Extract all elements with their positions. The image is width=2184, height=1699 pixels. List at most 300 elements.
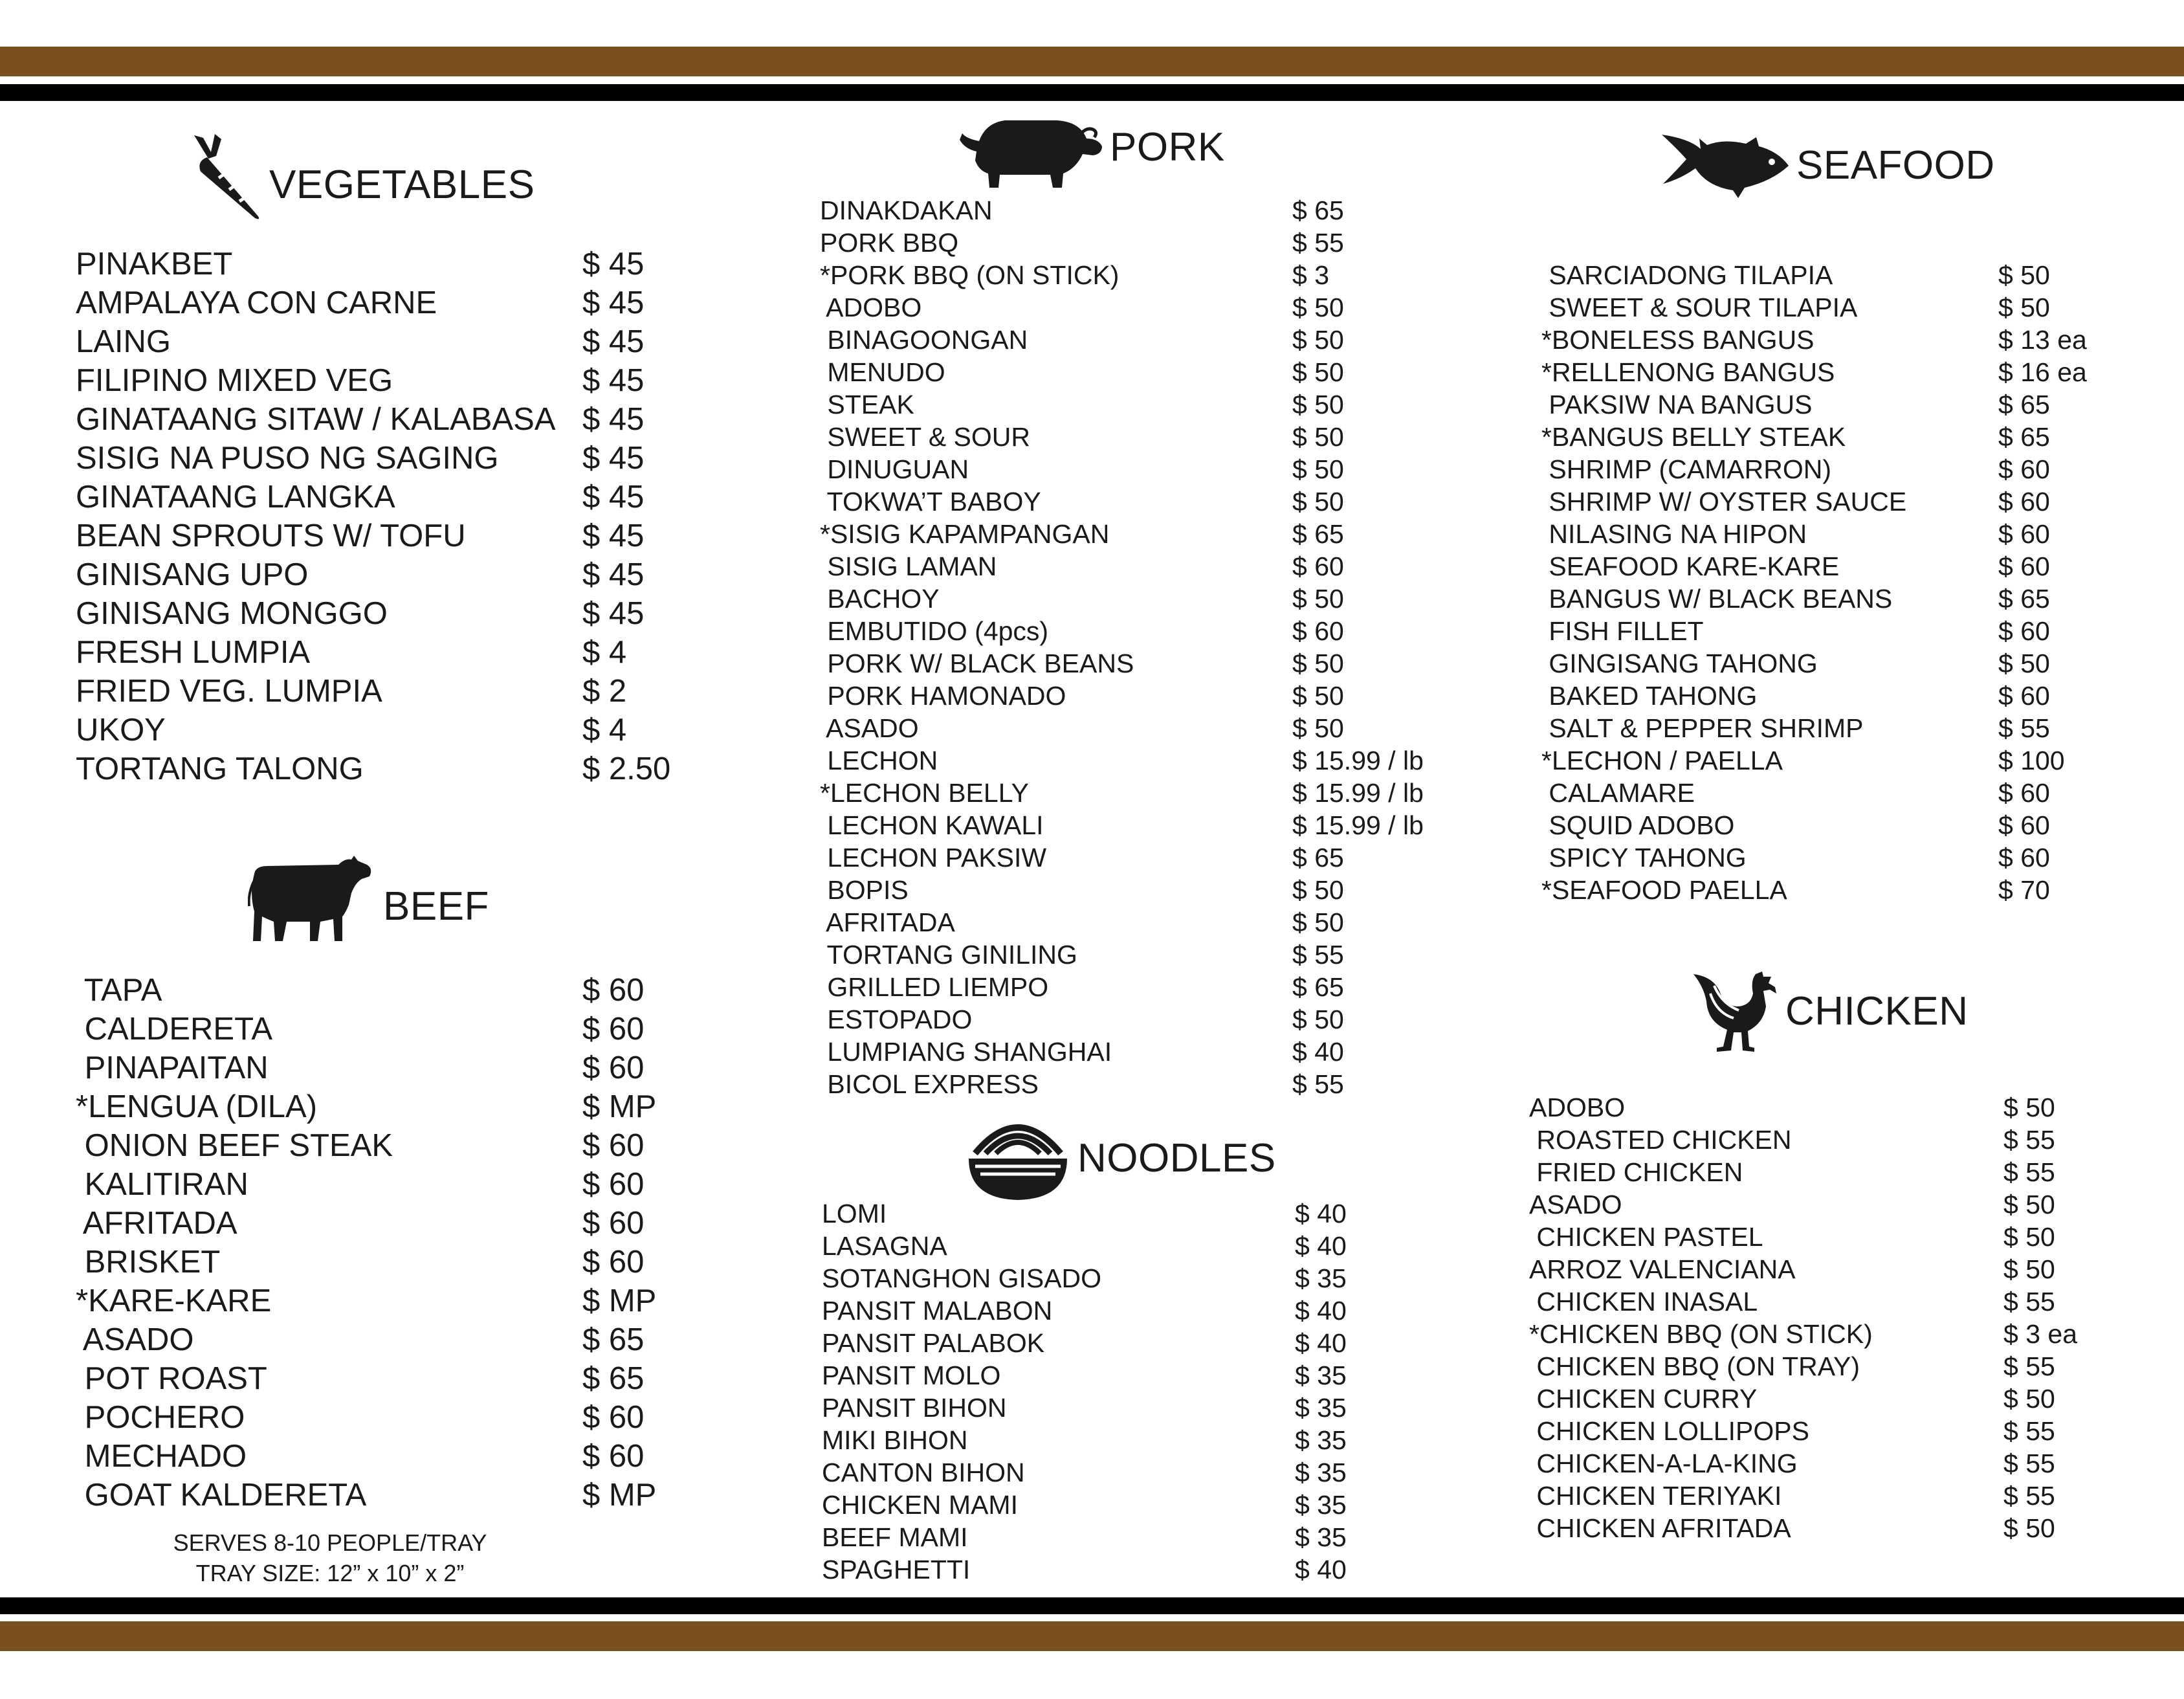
menu-item — [820, 291, 1486, 324]
menu-item-name: TAPA — [76, 973, 162, 1008]
section-title: VEGETABLES — [269, 162, 535, 207]
menu-item-price: $ 60 — [1998, 454, 2050, 484]
menu-item-name: BANGUS W/ BLACK BEANS — [1541, 584, 1893, 614]
menu-item-name: KALITIRAN — [76, 1167, 248, 1202]
menu-item-name: ONION BEEF STEAK — [76, 1128, 393, 1163]
menu-item-price: $ 70 — [1998, 875, 2050, 905]
rooster-icon — [1691, 968, 1781, 1055]
menu-item-name: SISIG NA PUSO NG SAGING — [76, 441, 499, 476]
menu-item-name: STEAK — [820, 390, 914, 419]
menu-item-price: $ 13 ea — [1998, 325, 2087, 355]
menu-item — [1529, 1188, 2184, 1221]
menu-item-name: SPICY TAHONG — [1541, 843, 1747, 872]
menu-item-name: FRIED VEG. LUMPIA — [76, 674, 382, 709]
menu-item-name: LAING — [76, 324, 171, 359]
menu-item-price: $ 50 — [1998, 649, 2050, 678]
menu-item — [76, 1204, 777, 1243]
menu-item-price: $ 55 — [2003, 1481, 2055, 1511]
menu-item-price: $ 50 — [1292, 454, 1344, 484]
menu-item-price: $ 35 — [1295, 1490, 1347, 1520]
menu-item — [820, 809, 1486, 841]
menu-item-name: BINAGOONGAN — [820, 325, 1028, 355]
menu-item-price: $ 60 — [1998, 681, 2050, 711]
menu-item — [820, 1036, 1486, 1068]
beef-header — [248, 854, 489, 945]
menu-item — [1529, 1350, 2184, 1383]
menu-item-price: $ 3 — [1292, 260, 1329, 290]
menu-item — [76, 555, 777, 594]
menu-item-price: $ MP — [582, 1478, 657, 1513]
menu-item — [76, 1165, 777, 1204]
menu-item — [822, 1424, 1489, 1456]
menu-item — [76, 1359, 777, 1398]
menu-item-name: CHICKEN TERIYAKI — [1529, 1481, 1782, 1511]
menu-item — [1541, 388, 2184, 421]
menu-item — [76, 478, 777, 516]
menu-item-name: PANSIT BIHON — [822, 1393, 1007, 1423]
menu-item-name: ROASTED CHICKEN — [1529, 1125, 1792, 1155]
menu-item-price: $ 45 — [582, 247, 645, 282]
menu-item-price: $ 50 — [1292, 487, 1344, 516]
menu-item-name: BAKED TAHONG — [1541, 681, 1758, 711]
menu-item — [76, 594, 777, 633]
menu-item-price: $ 45 — [582, 285, 645, 320]
menu-item-name: BICOL EXPRESS — [820, 1069, 1039, 1099]
menu-item — [822, 1521, 1489, 1553]
menu-item-name: CHICKEN-A-LA-KING — [1529, 1449, 1798, 1478]
menu-item-price: $ 60 — [1998, 810, 2050, 840]
menu-item — [820, 615, 1486, 647]
menu-item-price: $ 15.99 / lb — [1292, 778, 1424, 808]
menu-item-price: $ 50 — [2003, 1513, 2055, 1543]
menu-item — [820, 518, 1486, 550]
menu-item — [76, 361, 777, 400]
menu-item-price: $ 65 — [1998, 422, 2050, 452]
menu-item — [1541, 453, 2184, 485]
menu-item — [820, 583, 1486, 615]
menu-item-price: $ 60 — [1292, 551, 1344, 581]
menu-item-name: SPAGHETTI — [822, 1555, 971, 1584]
menu-item-price: $ 55 — [2003, 1157, 2055, 1187]
pig-icon — [960, 115, 1109, 190]
menu-item-price: $ 65 — [1292, 843, 1344, 872]
menu-item-price: $ 60 — [582, 1206, 645, 1241]
menu-item — [820, 744, 1486, 777]
menu-item — [1541, 615, 2184, 647]
menu-item-name: SALT & PEPPER SHRIMP — [1541, 713, 1864, 743]
menu-item-name: *SEAFOOD PAELLA — [1541, 875, 1787, 905]
menu-item-price: $ 35 — [1295, 1458, 1347, 1487]
menu-item — [820, 647, 1486, 680]
menu-item-price: $ 50 — [2003, 1190, 2055, 1219]
menu-item-price: $ 60 — [1998, 551, 2050, 581]
menu-item-price: $ 55 — [1292, 940, 1344, 970]
menu-item-name: LOMI — [822, 1199, 887, 1228]
menu-item-name: DINUGUAN — [820, 454, 969, 484]
menu-item — [820, 1003, 1486, 1036]
menu-item-name: CALAMARE — [1541, 778, 1695, 808]
menu-item-name: ARROZ VALENCIANA — [1529, 1254, 1796, 1284]
menu-item-price: $ 45 — [582, 324, 645, 359]
menu-item — [1529, 1415, 2184, 1447]
menu-item — [76, 1087, 777, 1126]
menu-item-name: CHICKEN CURRY — [1529, 1384, 1758, 1414]
chicken-list — [1529, 1091, 2184, 1544]
menu-item-name: EMBUTIDO (4pcs) — [820, 616, 1049, 646]
menu-item-name: AFRITADA — [820, 907, 955, 937]
menu-item-name: FISH FILLET — [1541, 616, 1704, 646]
menu-item-price: $ 65 — [1998, 390, 2050, 419]
menu-item-price: $ 55 — [1292, 228, 1344, 258]
menu-item — [820, 971, 1486, 1003]
menu-item — [1541, 356, 2184, 388]
menu-item-name: CHICKEN BBQ (ON TRAY) — [1529, 1351, 1860, 1381]
fish-icon — [1662, 129, 1791, 201]
menu-item-price: $ MP — [582, 1283, 657, 1318]
menu-item-name: AFRITADA — [76, 1206, 237, 1241]
menu-item-price: $ 60 — [1998, 616, 2050, 646]
menu-item — [820, 777, 1486, 809]
menu-item — [1541, 324, 2184, 356]
menu-item-name: SEAFOOD KARE-KARE — [1541, 551, 1840, 581]
menu-item-name: *PORK BBQ (ON STICK) — [820, 260, 1120, 290]
menu-item-name: SWEET & SOUR TILAPIA — [1541, 293, 1858, 322]
menu-item-name: CHICKEN LOLLIPOPS — [1529, 1416, 1809, 1446]
menu-item-name: *LECHON / PAELLA — [1541, 746, 1783, 775]
menu-item — [1529, 1253, 2184, 1285]
menu-item — [76, 750, 777, 788]
menu-item — [820, 841, 1486, 874]
menu-item-name: BEAN SPROUTS W/ TOFU — [76, 518, 466, 553]
menu-item — [1529, 1383, 2184, 1415]
menu-item-price: $ 45 — [582, 441, 645, 476]
pork-list — [820, 194, 1486, 1100]
menu-item-price: $ 16 ea — [1998, 357, 2087, 387]
menu-item — [1529, 1480, 2184, 1512]
menu-item — [820, 550, 1486, 583]
menu-item — [76, 711, 777, 750]
section-title: BEEF — [383, 883, 489, 929]
menu-item — [1541, 874, 2184, 906]
menu-item-name: *SISIG KAPAMPANGAN — [820, 519, 1110, 549]
menu-item-price: $ 4 — [582, 713, 627, 748]
menu-item-name: PANSIT MOLO — [822, 1360, 1001, 1390]
bottom-brown-bar — [0, 1621, 2184, 1651]
menu-item-name: *LECHON BELLY — [820, 778, 1029, 808]
menu-item-name: GINISANG UPO — [76, 557, 309, 592]
menu-item-price: $ 15.99 / lb — [1292, 810, 1424, 840]
menu-item — [76, 1126, 777, 1165]
menu-item-price: $ 50 — [1292, 357, 1344, 387]
menu-item-price: $ 45 — [582, 363, 645, 398]
menu-item-name: FRESH LUMPIA — [76, 635, 311, 670]
menu-item-name: POCHERO — [76, 1400, 245, 1435]
section-title: NOODLES — [1077, 1136, 1276, 1181]
menu-item-name: CHICKEN INASAL — [1529, 1287, 1758, 1316]
menu-item-name: PORK W/ BLACK BEANS — [820, 649, 1134, 678]
section-title: PORK — [1110, 125, 1225, 170]
menu-item-name: POT ROAST — [76, 1361, 267, 1396]
menu-item — [1541, 647, 2184, 680]
menu-item-price: $ 40 — [1295, 1199, 1347, 1228]
menu-item-price: $ 45 — [582, 518, 645, 553]
menu-item — [1541, 744, 2184, 777]
noodle-bowl-icon — [966, 1115, 1070, 1202]
menu-item-price: $ 55 — [2003, 1287, 2055, 1316]
menu-item-name: DINAKDAKAN — [820, 195, 993, 225]
menu-item — [76, 1437, 777, 1476]
menu-item-price: $ 50 — [1292, 422, 1344, 452]
serving-note — [155, 1527, 505, 1588]
menu-item — [76, 1398, 777, 1437]
menu-item-price: $ 35 — [1295, 1360, 1347, 1390]
menu-item — [76, 1320, 777, 1359]
menu-item-name: ADOBO — [820, 293, 922, 322]
menu-item-name: FILIPINO MIXED VEG — [76, 363, 393, 398]
menu-item-name: CHICKEN MAMI — [822, 1490, 1018, 1520]
menu-item-price: $ 65 — [1998, 584, 2050, 614]
menu-item-name: SHRIMP W/ OYSTER SAUCE — [1541, 487, 1907, 516]
carrot-icon — [181, 133, 265, 223]
menu-item — [820, 1068, 1486, 1100]
menu-item-price: $ 65 — [582, 1322, 645, 1357]
menu-item-price: $ 65 — [1292, 195, 1344, 225]
menu-item-price: $ 60 — [1998, 487, 2050, 516]
menu-item-name: SARCIADONG TILAPIA — [1541, 260, 1833, 290]
menu-item-name: LECHON PAKSIW — [820, 843, 1047, 872]
menu-item — [820, 259, 1486, 291]
menu-item — [1541, 841, 2184, 874]
menu-item-price: $ 2.50 — [582, 751, 671, 786]
menu-item-price: $ 50 — [2003, 1254, 2055, 1284]
menu-item — [76, 1476, 777, 1515]
menu-item-price: $ 50 — [1998, 293, 2050, 322]
menu-item-price: $ 60 — [582, 1400, 645, 1435]
menu-item — [820, 485, 1486, 518]
menu-item-name: BEEF MAMI — [822, 1522, 968, 1552]
menu-item — [820, 227, 1486, 259]
menu-item-name: MENUDO — [820, 357, 945, 387]
menu-item — [1529, 1221, 2184, 1253]
menu-item — [1541, 712, 2184, 744]
menu-item — [1529, 1285, 2184, 1318]
menu-item — [820, 712, 1486, 744]
menu-item-name: *LENGUA (DILA) — [76, 1089, 318, 1124]
menu-item — [822, 1230, 1489, 1262]
menu-item-price: $ 40 — [1295, 1296, 1347, 1326]
menu-item — [1529, 1124, 2184, 1156]
menu-item-price: $ 55 — [1998, 713, 2050, 743]
menu-item-name: LECHON — [820, 746, 938, 775]
menu-item — [820, 906, 1486, 938]
cow-icon — [248, 854, 374, 945]
menu-item — [76, 283, 777, 322]
menu-item-name: SQUID ADOBO — [1541, 810, 1735, 840]
menu-item-price: $ 60 — [582, 1439, 645, 1474]
menu-item — [76, 1243, 777, 1282]
menu-item — [1529, 1318, 2184, 1350]
menu-item-name: SWEET & SOUR — [820, 422, 1031, 452]
menu-item-name: TORTANG TALONG — [76, 751, 364, 786]
menu-item-price: $ 40 — [1295, 1555, 1347, 1584]
serving-size-text: SERVES 8-10 PEOPLE/TRAY — [173, 1529, 487, 1556]
menu-item-price: $ 35 — [1295, 1522, 1347, 1552]
menu-item — [76, 971, 777, 1010]
menu-item-name: PANSIT MALABON — [822, 1296, 1053, 1326]
noodles-list — [822, 1197, 1489, 1586]
menu-item — [820, 421, 1486, 453]
menu-item — [76, 1010, 777, 1049]
menu-item-name: NILASING NA HIPON — [1541, 519, 1807, 549]
menu-item-price: $ 50 — [1292, 875, 1344, 905]
menu-item — [822, 1359, 1489, 1392]
menu-item-price: $ 40 — [1292, 1037, 1344, 1067]
top-black-bar — [0, 84, 2184, 101]
menu-item — [820, 453, 1486, 485]
menu-item-price: $ 55 — [2003, 1449, 2055, 1478]
menu-item — [822, 1392, 1489, 1424]
menu-item-name: GRILLED LIEMPO — [820, 972, 1049, 1002]
menu-item-name: LASAGNA — [822, 1231, 947, 1261]
menu-item-price: $ 60 — [1998, 778, 2050, 808]
menu-item-price: $ 50 — [1292, 325, 1344, 355]
menu-item — [822, 1553, 1489, 1586]
menu-item — [822, 1489, 1489, 1521]
menu-item-name: GINATAANG SITAW / KALABASA — [76, 402, 556, 437]
menu-item-name: CALDERETA — [76, 1012, 273, 1047]
seafood-list — [1541, 259, 2184, 906]
menu-item — [820, 388, 1486, 421]
menu-item-price: $ 50 — [1292, 713, 1344, 743]
menu-item-name: BOPIS — [820, 875, 909, 905]
menu-item-name: CHICKEN PASTEL — [1529, 1222, 1763, 1252]
menu-item — [1541, 777, 2184, 809]
menu-item-name: SISIG LAMAN — [820, 551, 997, 581]
menu-item — [76, 1049, 777, 1087]
menu-item — [820, 356, 1486, 388]
top-brown-bar — [0, 47, 2184, 76]
section-title: SEAFOOD — [1796, 142, 1995, 188]
menu-item-name: PORK BBQ — [820, 228, 959, 258]
menu-item — [76, 400, 777, 439]
menu-item — [76, 245, 777, 283]
menu-item — [822, 1294, 1489, 1327]
noodles-header — [966, 1115, 1276, 1202]
menu-item-price: $ 35 — [1295, 1393, 1347, 1423]
menu-item — [820, 680, 1486, 712]
menu-item-price: $ 65 — [582, 1361, 645, 1396]
menu-item-price: $ 50 — [1292, 649, 1344, 678]
menu-item-price: $ 65 — [1292, 519, 1344, 549]
menu-item-name: UKOY — [76, 713, 166, 748]
menu-item — [1529, 1512, 2184, 1544]
menu-item-name: CANTON BIHON — [822, 1458, 1025, 1487]
menu-item-name: *BANGUS BELLY STEAK — [1541, 422, 1846, 452]
menu-item — [76, 322, 777, 361]
menu-item-name: LUMPIANG SHANGHAI — [820, 1037, 1112, 1067]
menu-item-price: $ 40 — [1295, 1231, 1347, 1261]
menu-item — [76, 1282, 777, 1320]
menu-item-name: SHRIMP (CAMARRON) — [1541, 454, 1831, 484]
menu-item-price: $ 55 — [2003, 1351, 2055, 1381]
menu-item — [822, 1327, 1489, 1359]
menu-item-price: $ 50 — [2003, 1093, 2055, 1122]
menu-item-price: $ MP — [582, 1089, 657, 1124]
menu-item-price: $ 60 — [1998, 519, 2050, 549]
menu-item-price: $ 65 — [1292, 972, 1344, 1002]
menu-item-name: GINATAANG LANGKA — [76, 480, 395, 515]
menu-item-price: $ 100 — [1998, 746, 2065, 775]
menu-item-price: $ 60 — [582, 1012, 645, 1047]
menu-item-price: $ 60 — [582, 1245, 645, 1280]
pork-header — [960, 115, 1225, 190]
menu-item-name: TORTANG GINILING — [820, 940, 1077, 970]
menu-item-price: $ 50 — [1292, 907, 1344, 937]
chicken-header — [1691, 968, 1969, 1055]
menu-item — [1541, 550, 2184, 583]
menu-item — [820, 874, 1486, 906]
menu-item — [1541, 485, 2184, 518]
menu-item-name: BRISKET — [76, 1245, 221, 1280]
menu-item-name: PORK HAMONADO — [820, 681, 1066, 711]
menu-item-price: $ 2 — [582, 674, 627, 709]
menu-item-price: $ 35 — [1295, 1263, 1347, 1293]
menu-item — [822, 1456, 1489, 1489]
menu-item-price: $ 50 — [1998, 260, 2050, 290]
menu-item-price: $ 50 — [1292, 293, 1344, 322]
menu-item-name: *BONELESS BANGUS — [1541, 325, 1814, 355]
vegetables-header — [181, 133, 535, 223]
menu-item — [820, 938, 1486, 971]
menu-item-price: $ 15.99 / lb — [1292, 746, 1424, 775]
menu-item-name: *KARE-KARE — [76, 1283, 272, 1318]
menu-item-name: MIKI BIHON — [822, 1425, 968, 1455]
menu-item-price: $ 40 — [1295, 1328, 1347, 1358]
menu-item-name: PINAKBET — [76, 247, 233, 282]
menu-item — [820, 194, 1486, 227]
menu-item — [822, 1197, 1489, 1230]
menu-item-price: $ 45 — [582, 596, 645, 631]
menu-item-name: *CHICKEN BBQ (ON STICK) — [1529, 1319, 1873, 1349]
menu-item-name: ADOBO — [1529, 1093, 1626, 1122]
menu-item-price: $ 55 — [2003, 1416, 2055, 1446]
menu-item — [76, 672, 777, 711]
menu-item-name: ASADO — [1529, 1190, 1622, 1219]
menu-item-name: FRIED CHICKEN — [1529, 1157, 1743, 1187]
menu-item-name: PANSIT PALABOK — [822, 1328, 1045, 1358]
menu-item — [76, 516, 777, 555]
tray-size-text: TRAY SIZE: 12” x 10” x 2” — [195, 1560, 465, 1586]
menu-item-price: $ 45 — [582, 557, 645, 592]
menu-item-price: $ 60 — [582, 1050, 645, 1085]
menu-item-price: $ 50 — [1292, 584, 1344, 614]
menu-item-name: GOAT KALDERETA — [76, 1478, 367, 1513]
menu-item-name: SOTANGHON GISADO — [822, 1263, 1102, 1293]
menu-item-name: MECHADO — [76, 1439, 247, 1474]
menu-item-name: ESTOPADO — [820, 1005, 973, 1034]
menu-item-price: $ 60 — [1292, 616, 1344, 646]
menu-item — [76, 633, 777, 672]
menu-item — [1541, 421, 2184, 453]
menu-item-name: LECHON KAWALI — [820, 810, 1044, 840]
bottom-black-bar — [0, 1597, 2184, 1614]
menu-item — [1541, 518, 2184, 550]
menu-item-name: ASADO — [76, 1322, 194, 1357]
menu-item — [1529, 1091, 2184, 1124]
menu-item-price: $ 50 — [1292, 681, 1344, 711]
menu-item-name: PINAPAITAN — [76, 1050, 269, 1085]
menu-item — [820, 324, 1486, 356]
